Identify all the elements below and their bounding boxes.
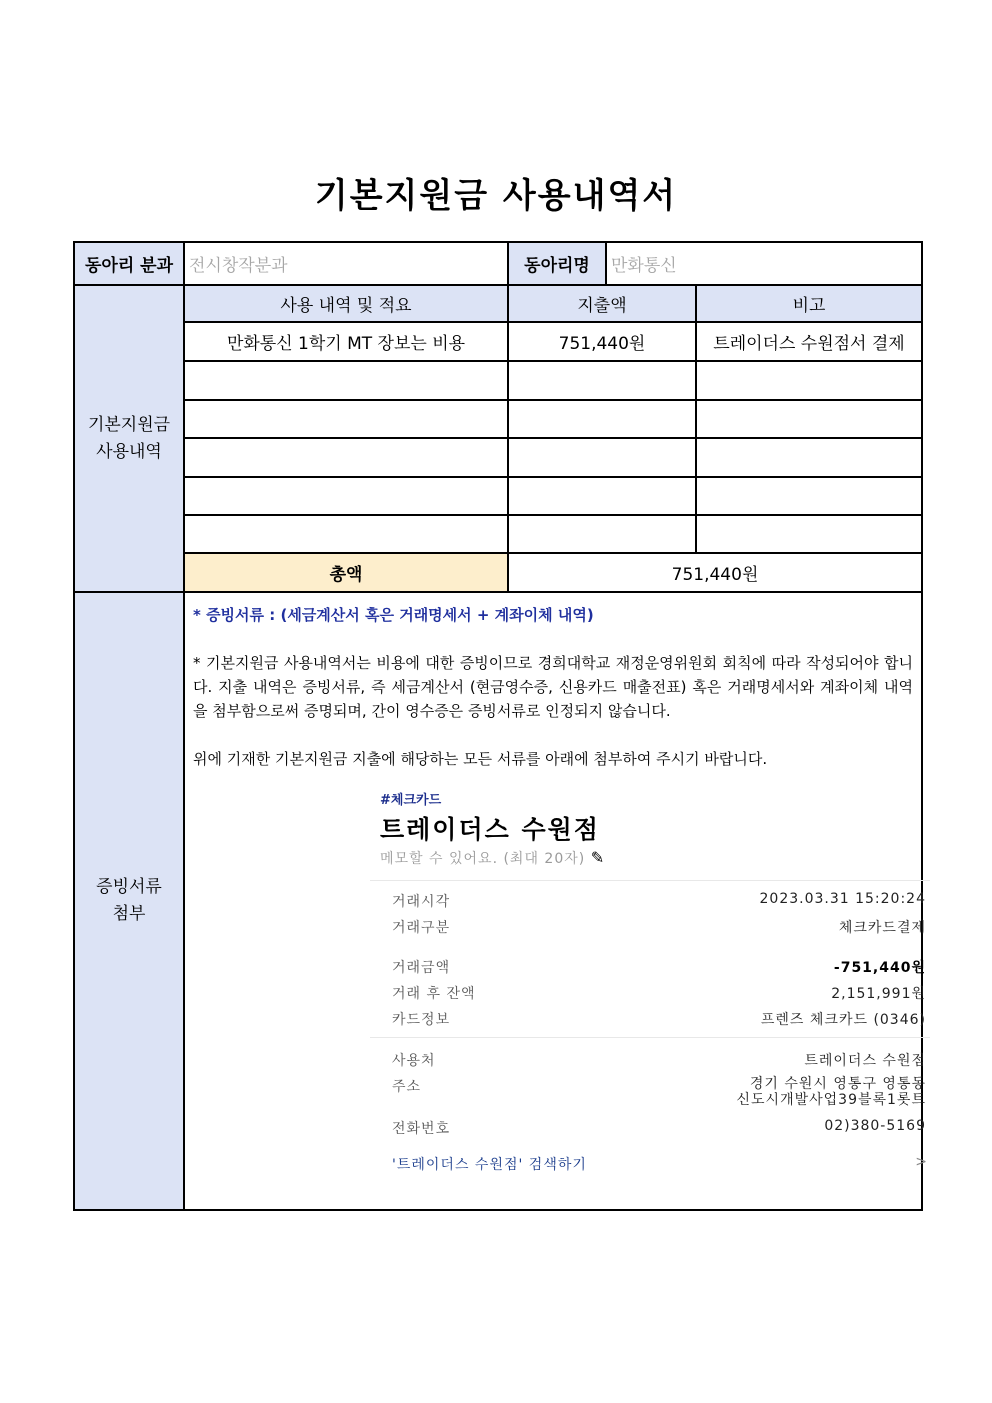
receipt-key: 거래시각 [392,894,451,910]
row-amount-cell[interactable] [508,400,696,438]
card-receipt-image [380,789,940,1199]
table-row [74,361,922,400]
pencil-icon: ✎ [590,848,606,867]
required-docs-note: * 증빙서류 : (세금계산서 혹은 거래명세서 + 계좌이체 내역) [193,606,594,624]
club-name-field[interactable]: 만화통신 [606,242,922,285]
receipt-row-amount [380,953,940,979]
table-row [74,400,922,438]
row-description-cell[interactable] [184,438,508,477]
row-amount-cell[interactable] [508,515,696,553]
receipt-row-phone [380,1114,940,1140]
club-name-label: 동아리명 [508,242,606,285]
row-description-cell[interactable] [184,515,508,553]
usage-section-label-line2: 사용내역 [96,441,162,462]
usage-section-label-line1: 기본지원금 [87,414,171,435]
receipt-tag: #체크카드 [380,793,442,808]
table-row [74,515,922,553]
proof-section-label [74,592,184,1210]
receipt-row-card [380,1005,940,1031]
row-description-cell[interactable] [184,400,508,438]
receipt-key: 전화번호 [392,1121,451,1137]
row-amount-cell[interactable]: 751,440원 [508,322,696,361]
row-description-cell[interactable] [184,477,508,515]
receipt-row-type [380,913,940,939]
address-line1: 경기 수원시 영통구 영통동 [749,1076,926,1092]
receipt-value: 체크카드결제 [838,920,926,936]
usage-section-label [74,285,184,592]
proof-section-label-line1: 증빙서류 [96,877,162,897]
receipt-value: 2,151,991원 [831,986,926,1002]
receipt-value: 프렌즈 체크카드 (0346) [760,1012,926,1028]
receipt-row-address [380,1072,940,1114]
table-row [74,477,922,515]
receipt-row-merchant [380,1046,940,1072]
receipt-key: 주소 [392,1079,422,1095]
total-label: 총액 [184,553,508,592]
chevron-right-icon: > [915,1154,928,1170]
receipt-search-link [380,1148,940,1178]
receipt-store-name: 트레이더스 수원점 [380,815,600,844]
header-amount: 지출액 [508,285,696,322]
club-division-label: 동아리 분과 [74,242,184,285]
receipt-key: 거래구분 [392,920,451,936]
search-link-text: '트레이더스 수원점' 검색하기 [392,1157,587,1173]
receipt-memo-placeholder: 메모할 수 있어요. (최대 20자) [380,851,586,867]
proof-section-label-line2: 첨부 [112,904,146,924]
header-note: 비고 [696,285,922,322]
receipt-value: 2023.03.31 15:20:24 [759,891,926,907]
receipt-row-balance [380,979,940,1005]
receipt-row-time [380,887,940,913]
receipt-value [737,1076,927,1108]
row-description-cell[interactable] [184,361,508,400]
header-description: 사용 내역 및 적요 [184,285,508,322]
table-row [74,322,922,361]
row-description-cell[interactable]: 만화통신 1학기 MT 장보는 비용 [184,322,508,361]
address-line2: 신도시개발사업39블록1롯트 [736,1092,926,1108]
total-amount[interactable]: 751,440원 [508,553,922,592]
row-note-cell[interactable] [696,515,922,553]
row-note-cell[interactable] [696,400,922,438]
receipt-value: 02)380-5169 [824,1118,926,1134]
row-amount-cell[interactable] [508,438,696,477]
receipt-key: 사용처 [392,1053,436,1069]
row-amount-cell[interactable] [508,477,696,515]
proof-notice: * 기본지원금 사용내역서는 비용에 대한 증빙이므로 경희대학교 재정운영위원회 회칙에 따라 작성되어야 합니다. 지출 내역은 증빙서류, 즉 세금계산서 (현금영수증, 신용카드 매출전표) 혹은 거래명세서와 계좌이체 내역을 첨부함으로써 증명되며, 간이 영수증은 증빙서류로 인정되지 않습니다. [193,654,914,720]
proof-instruction: 위에 기재한 기본지원금 지출에 해당하는 모든 서류를 아래에 첨부하여 주시기 바랍니다. [193,750,768,768]
receipt-key: 카드정보 [392,1012,451,1028]
receipt-value: 트레이더스 수원점 [804,1053,926,1069]
table-row [74,438,922,477]
receipt-value: -751,440원 [833,960,926,976]
usage-form-table [73,241,928,1211]
row-note-cell[interactable] [696,438,922,477]
row-amount-cell[interactable] [508,361,696,400]
row-note-cell[interactable]: 트레이더스 수원점서 결제 [696,322,922,361]
club-division-field[interactable]: 전시창작분과 [184,242,508,285]
receipt-memo [380,848,940,868]
row-note-cell[interactable] [696,361,922,400]
row-note-cell[interactable] [696,477,922,515]
page-title: 기본지원금 사용내역서 [314,176,678,216]
receipt-key: 거래금액 [392,960,451,976]
proof-attachment-area [184,592,928,1210]
receipt-key: 거래 후 잔액 [392,986,476,1002]
